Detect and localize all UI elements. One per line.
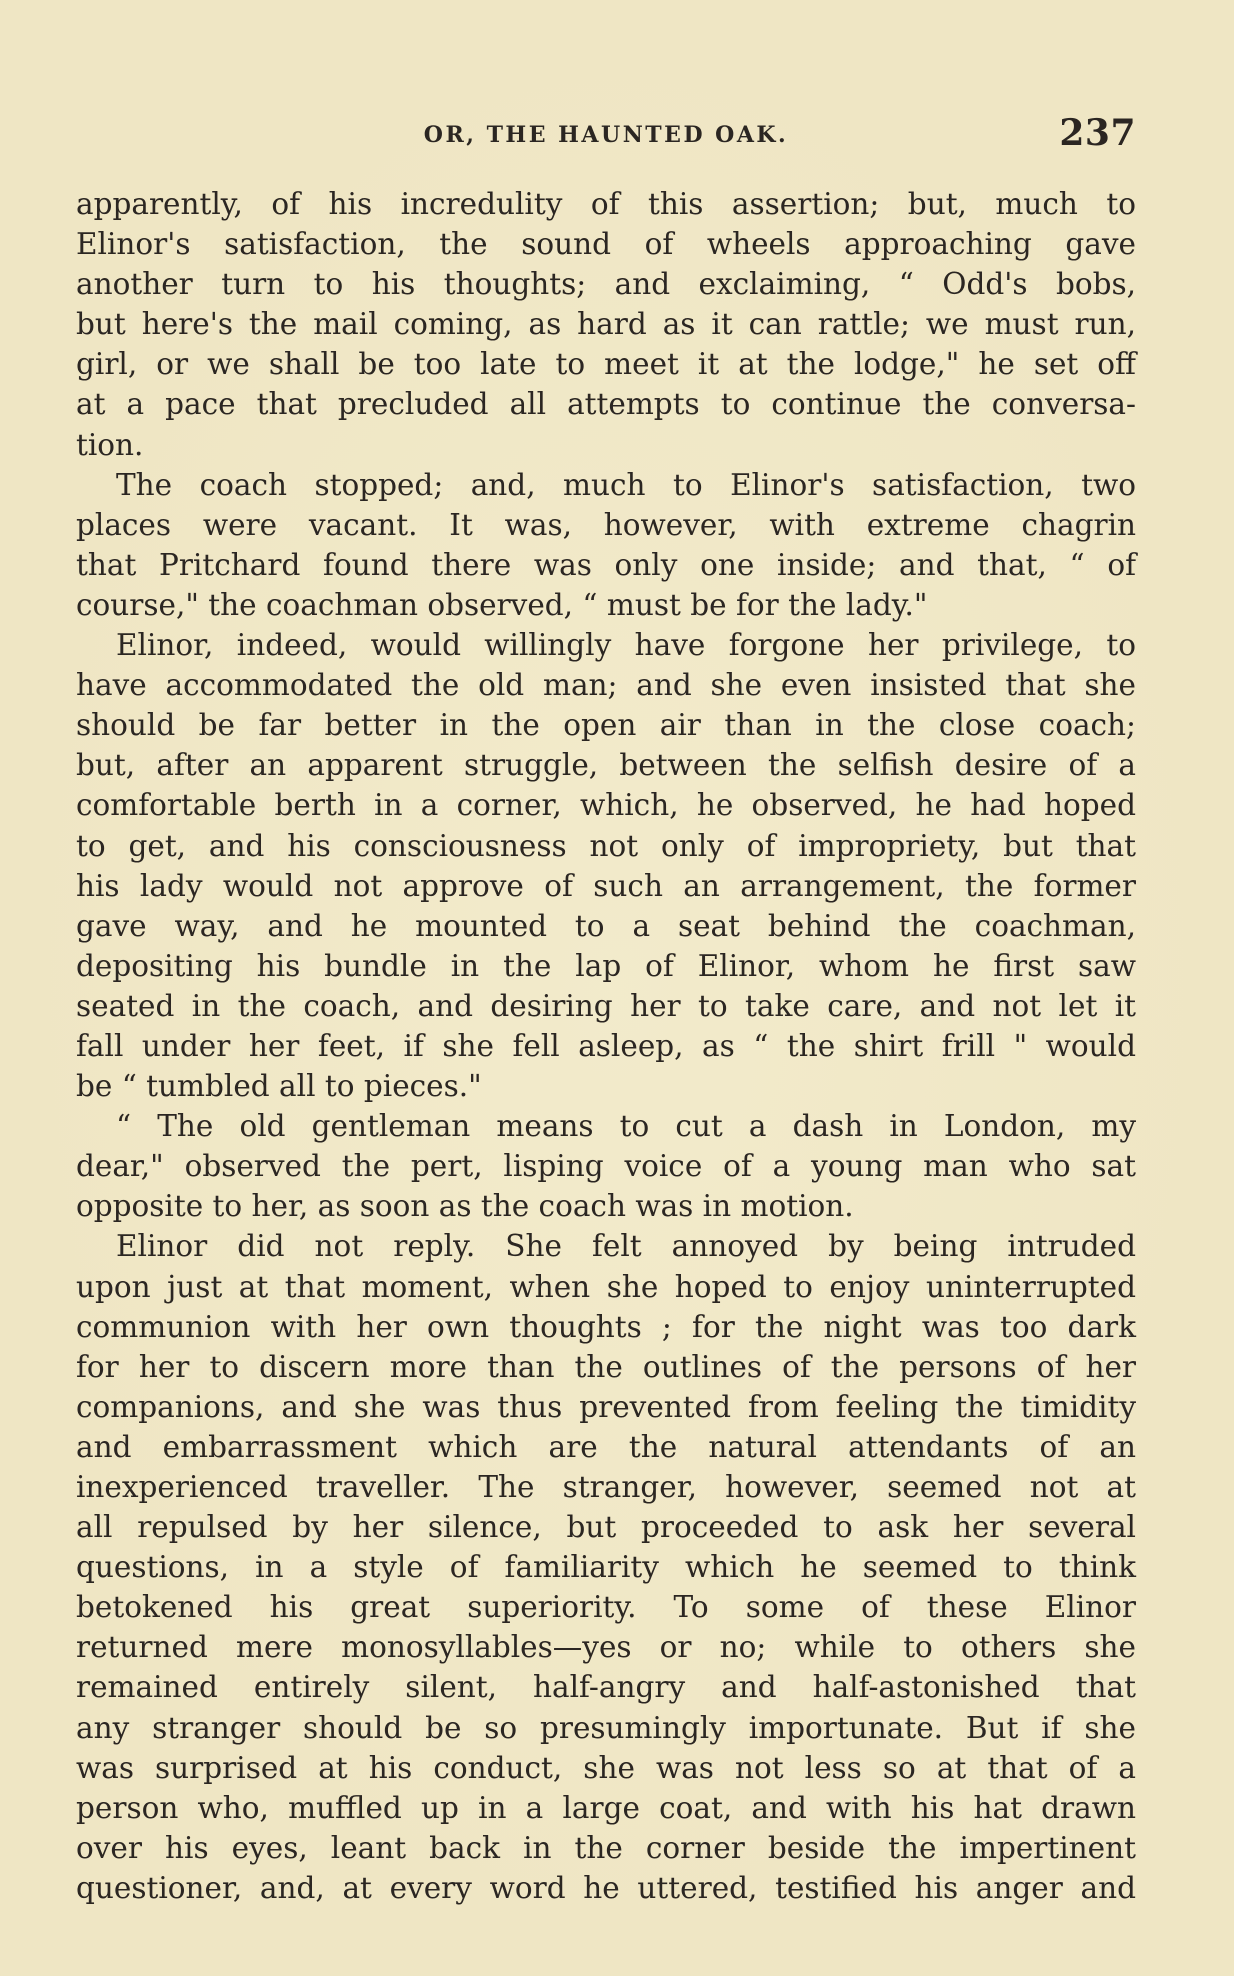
body-text	[76, 184, 1136, 1908]
text-line: course," the coachman observed, “ must be for the lady."	[76, 587, 928, 622]
text-line: another turn to his thoughts; and exclaiming, “ Odd's bobs,	[76, 267, 1136, 302]
paragraph	[76, 1226, 1136, 1908]
running-head	[76, 112, 1136, 162]
text-line: “ The old gentleman means to cut a dash in London, my	[116, 1109, 1136, 1144]
paragraph	[76, 184, 1136, 465]
text-line: questioner, and, at every word he uttered, testified his anger and	[76, 1870, 1136, 1905]
text-line: tion.	[76, 427, 144, 462]
text-line: opposite to her, as soon as the coach was in motion.	[76, 1189, 854, 1224]
text-line: to get, and his consciousness not only of impropriety, but that	[76, 828, 1136, 863]
text-line: have accommodated the old man; and she even insisted that she	[76, 668, 1136, 703]
text-line: Elinor did not reply. She felt annoyed by being intruded	[116, 1229, 1136, 1264]
text-line: all repulsed by her silence, but proceeded to ask her several	[76, 1510, 1136, 1545]
text-line: dear," observed the pert, lisping voice of a young man who sat	[76, 1149, 1136, 1184]
text-line: companions, and she was thus prevented from feeling the timidity	[76, 1389, 1136, 1424]
text-line: but here's the mail coming, as hard as it can rattle; we must run,	[76, 307, 1136, 342]
text-line: Elinor's satisfaction, the sound of wheels approaching gave	[76, 227, 1136, 262]
text-line: was surprised at his conduct, she was not less so at that of a	[76, 1750, 1136, 1785]
text-line: at a pace that precluded all attempts to continue the conversa-	[76, 387, 1136, 422]
page-number: 237	[1059, 112, 1136, 154]
text-line: girl, or we shall be too late to meet it at the lodge," he set off	[76, 347, 1136, 382]
text-line: upon just at that moment, when she hoped to enjoy uninterrupted	[76, 1269, 1136, 1304]
text-line: remained entirely silent, half-angry and half-astonished that	[76, 1670, 1136, 1705]
paragraph	[76, 465, 1136, 625]
text-line: The coach stopped; and, much to Elinor's satisfaction, two	[116, 467, 1136, 502]
text-line: Elinor, indeed, would willingly have forgone her privilege, to	[116, 628, 1136, 663]
text-line: but, after an apparent struggle, between the selfish desire of a	[76, 748, 1136, 783]
text-line: seated in the coach, and desiring her to take care, and not let it	[76, 988, 1136, 1023]
text-line: should be far better in the open air than in the close coach;	[76, 708, 1136, 743]
text-line: questions, in a style of familiarity which he seemed to think	[76, 1550, 1136, 1585]
text-line: gave way, and he mounted to a seat behind the coachman,	[76, 908, 1136, 943]
paragraph	[76, 1106, 1136, 1226]
text-line: and embarrassment which are the natural attendants of an	[76, 1429, 1136, 1464]
text-line: fall under her feet, if she fell asleep, as “ the shirt frill " would	[76, 1028, 1136, 1063]
text-line: over his eyes, leant back in the corner beside the impertinent	[76, 1830, 1136, 1865]
text-line: places were vacant. It was, however, with extreme chagrin	[76, 507, 1136, 542]
text-line: communion with her own thoughts ; for the night was too dark	[76, 1309, 1136, 1344]
text-line: betokened his great superiority. To some of these Elinor	[76, 1590, 1136, 1625]
text-line: his lady would not approve of such an arrangement, the former	[76, 868, 1136, 903]
text-line: person who, muffled up in a large coat, and with his hat drawn	[76, 1790, 1136, 1825]
text-line: apparently, of his incredulity of this assertion; but, much to	[76, 187, 1136, 221]
paragraph	[76, 625, 1136, 1106]
text-line: for her to discern more than the outlines of the persons of her	[76, 1349, 1136, 1384]
running-title: OR, THE HAUNTED OAK.	[423, 122, 789, 148]
text-line: comfortable berth in a corner, which, he observed, he had hoped	[76, 788, 1136, 823]
text-line: any stranger should be so presumingly importunate. But if she	[76, 1710, 1136, 1745]
text-line: depositing his bundle in the lap of Elinor, whom he first saw	[76, 948, 1136, 983]
text-line: be “ tumbled all to pieces."	[76, 1069, 482, 1104]
text-line: inexperienced traveller. The stranger, however, seemed not at	[76, 1470, 1136, 1504]
text-line: that Pritchard found there was only one inside; and that, “ of	[76, 547, 1136, 582]
text-line: returned mere monosyllables—yes or no; while to others she	[76, 1630, 1136, 1665]
